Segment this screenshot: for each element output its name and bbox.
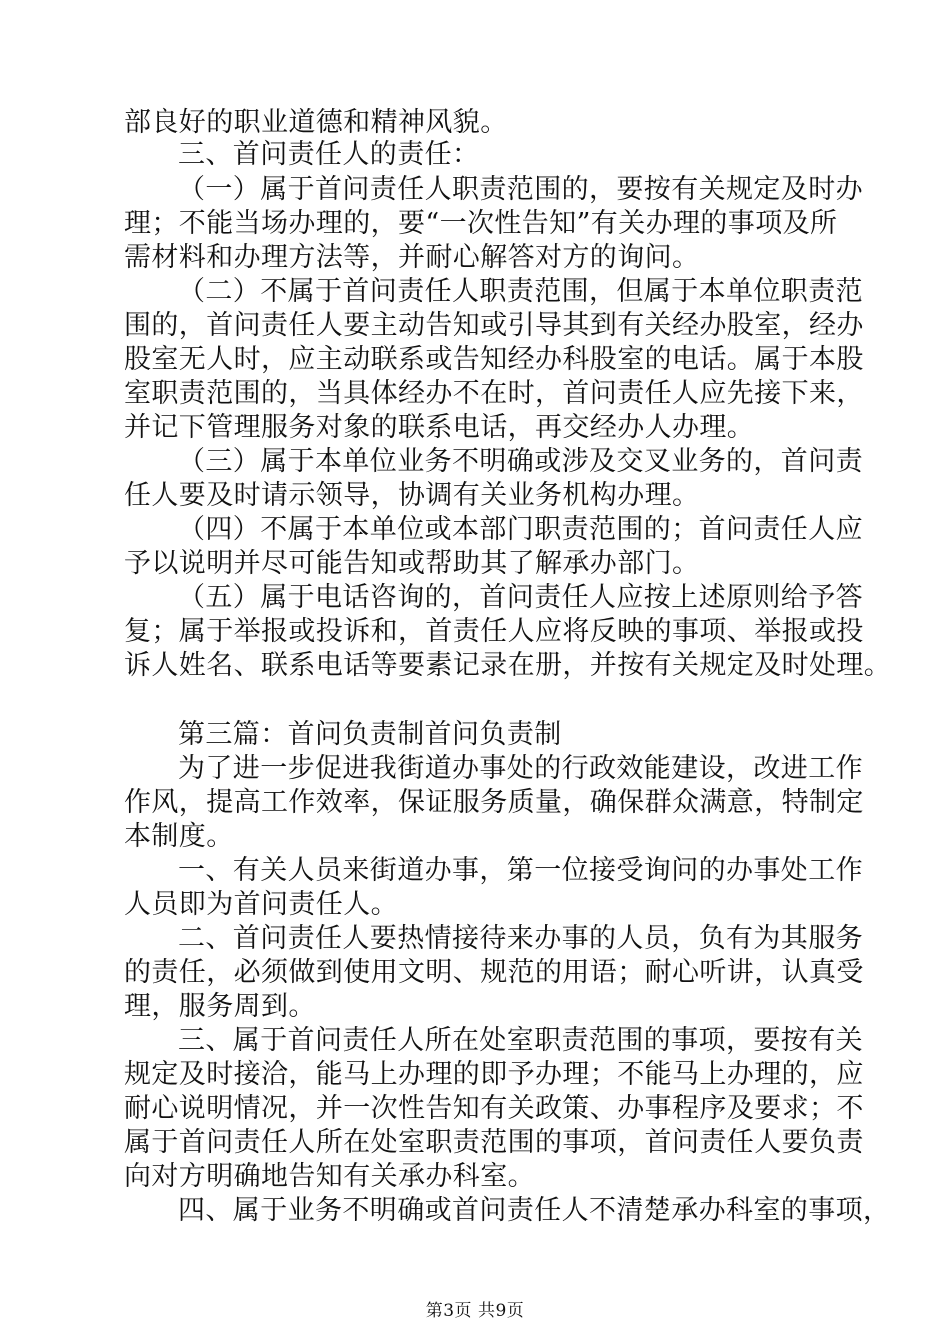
text-line: 部良好的职业道德和精神风貌。 xyxy=(124,107,508,138)
text-line: 为了进一步促进我街道办事处的行政效能建设，改进工作 xyxy=(178,753,863,784)
text-line: 二、首问责任人要热情接待来办事的人员，负有为其服务 xyxy=(178,923,863,954)
text-line: 三、首问责任人的责任： xyxy=(178,139,480,170)
text-line: 室职责范围的，当具体经办不在时，首问责任人应先接下来， xyxy=(124,378,864,409)
text-line: 并记下管理服务对象的联系电话，再交经办人办理。 xyxy=(124,412,755,443)
text-line: 诉人姓名、联系电话等要素记录在册，并按有关规定及时处理。 xyxy=(124,650,892,681)
text-line: 的责任，必须做到使用文明、规范的用语；耐心听讲，认真受 xyxy=(124,957,864,988)
text-line: 理；不能当场办理的，要“一次性告知”有关办理的事项及所 xyxy=(124,208,838,239)
text-line: （一）属于首问责任人职责范围的，要按有关规定及时办 xyxy=(178,174,863,205)
text-line: 任人要及时请示领导，协调有关业务机构办理。 xyxy=(124,480,700,511)
text-line: 规定及时接洽，能马上办理的即予办理；不能马上办理的，应 xyxy=(124,1059,864,1090)
text-line: 需材料和办理方法等，并耐心解答对方的询问。 xyxy=(124,242,700,273)
page-footer: 第3页 共9页 xyxy=(425,1301,525,1321)
text-line: 予以说明并尽可能告知或帮助其了解承办部门。 xyxy=(124,548,700,579)
text-line: 三、属于首问责任人所在处室职责范围的事项，要按有关 xyxy=(178,1025,863,1056)
text-line: 属于首问责任人所在处室职责范围的事项，首问责任人要负责 xyxy=(124,1127,864,1158)
text-line: 耐心说明情况，并一次性告知有关政策、办事程序及要求；不 xyxy=(124,1093,864,1124)
text-line: 向对方明确地告知有关承办科室。 xyxy=(124,1161,535,1192)
text-line: 人员即为首问责任人。 xyxy=(124,889,398,920)
text-line: 一、有关人员来街道办事，第一位接受询问的办事处工作 xyxy=(178,855,863,886)
text-line: 四、属于业务不明确或首问责任人不清楚承办科室的事项， xyxy=(178,1195,891,1226)
text-line: 作风，提高工作效率，保证服务质量，确保群众满意，特制定 xyxy=(124,787,864,818)
text-line: （四）不属于本单位或本部门职责范围的；首问责任人应 xyxy=(178,514,863,545)
text-line: 本制度。 xyxy=(124,821,234,852)
text-line: （五）属于电话咨询的，首问责任人应按上述原则给予答 xyxy=(178,582,863,613)
text-line: （二）不属于首问责任人职责范围，但属于本单位职责范 xyxy=(178,276,863,307)
text-line: 复；属于举报或投诉和，首责任人应将反映的事项、举报或投 xyxy=(124,616,864,647)
text-line: 围的，首问责任人要主动告知或引导其到有关经办股室，经办 xyxy=(124,310,864,341)
text-line: 理，服务周到。 xyxy=(124,991,316,1022)
text-line: （三）属于本单位业务不明确或涉及交叉业务的，首问责 xyxy=(178,446,863,477)
text-line: 股室无人时，应主动联系或告知经办科股室的电话。属于本股 xyxy=(124,344,864,375)
section-heading: 第三篇：首问负责制首问负责制 xyxy=(178,719,562,750)
